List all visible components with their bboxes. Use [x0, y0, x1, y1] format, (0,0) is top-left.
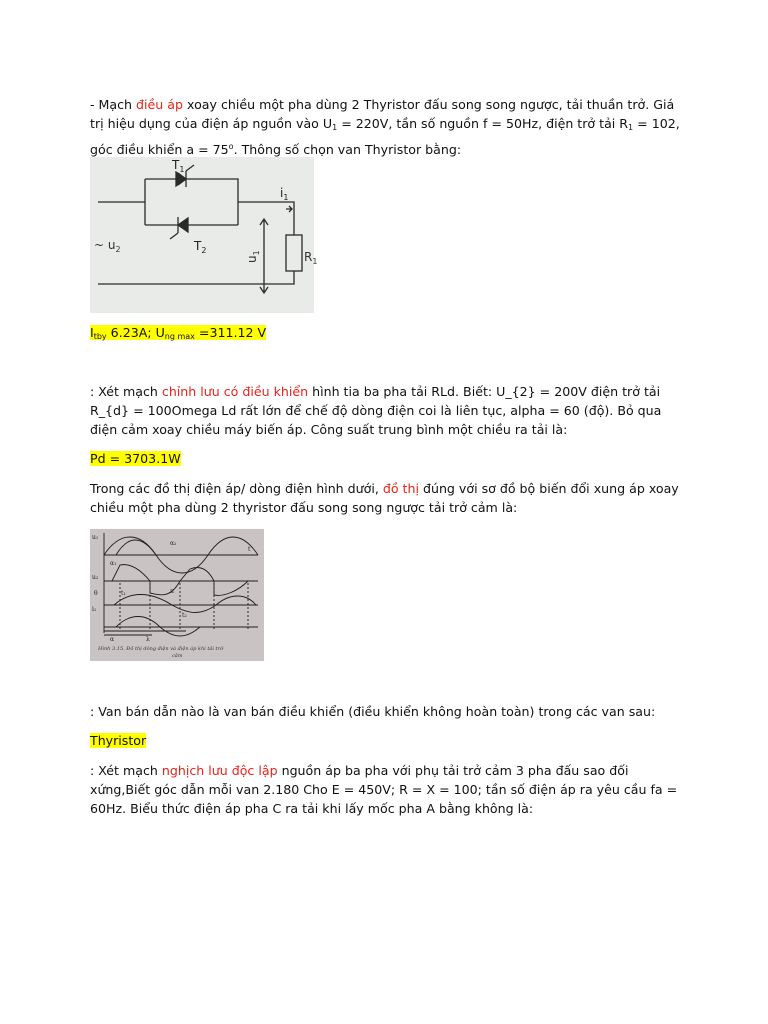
thyristor-circuit-drawing	[90, 157, 318, 313]
label-t2: $T_2$	[194, 239, 207, 255]
label-u1: $u_1$	[245, 250, 261, 263]
question-1	[90, 95, 690, 159]
a1-u-sub: ng max	[164, 332, 195, 341]
q2-prefix: : Xét mạch	[90, 384, 162, 399]
q5-prefix: : Xét mạch	[90, 763, 162, 778]
waveform-figure-image	[90, 529, 264, 661]
wave-label-t1: t₁	[121, 590, 126, 597]
wave-label-theta: θ	[94, 590, 98, 597]
figure-caption-line1: Hình 3.15. Đồ thị dòng điện và điện áp khi tải trở	[98, 646, 223, 652]
q1-text-c: = 102, góc điều khiển a = 75	[90, 116, 680, 157]
wave-label-u2: u₂	[92, 574, 99, 581]
label-i1: $i_1$	[280, 186, 289, 202]
answer-4-highlight: Thyristor	[90, 733, 147, 748]
q2-text: hình tia ba pha tải RLd. Biết: U_{2} = 200V điện trở tải R_{d} = 100Omega Ld rất lớn để chế độ dòng điện coi là liên tục, alpha = 60 (độ). Bỏ qua điện cảm xoay chiều máy biến áp. Công suất trung bình một chiều ra tải là:	[90, 384, 662, 437]
q1-sub-a: 1	[332, 123, 338, 132]
q5-keyword: nghịch lưu độc lập	[161, 763, 278, 778]
q1-prefix: - Mạch	[90, 97, 137, 112]
q1-text-d: . Thông số chọn van Thyristor bằng:	[233, 142, 462, 157]
circuit-diagram-image	[90, 157, 318, 313]
wave-label-pi: π	[170, 588, 174, 595]
label-r1: $R_1$	[304, 250, 318, 266]
q3-keyword: đồ thị	[382, 481, 419, 496]
question-3	[90, 479, 690, 517]
q1-text-a: xoay chiều một pha dùng 2 Thyristor đấu song song ngược, tải thuần trở. Giá trị hiệu dụng của điện áp nguồn vào U	[90, 97, 675, 131]
q3-prefix: Trong các đồ thị điện áp/ dòng điện hình dưới,	[90, 481, 383, 496]
wave-label-t2: t₂	[182, 612, 187, 619]
answer-1-highlight	[90, 325, 266, 340]
q1-keyword: điều áp	[136, 97, 183, 112]
a1-i: I	[90, 325, 94, 340]
answer-4	[90, 731, 690, 750]
wave-label-alpha1: α₁	[110, 560, 117, 567]
answer-1	[90, 323, 690, 346]
wave-label-alpha2: α₂	[170, 540, 177, 547]
wave-label-i1: i₁	[92, 606, 97, 613]
q2-keyword: chỉnh lưu có điều khiển	[161, 384, 309, 399]
q1-text-b: = 220V, tần số nguồn f = 50Hz, điện trở tải R	[337, 116, 629, 131]
a1-text-b: =311.12 V	[194, 325, 267, 340]
wave-label-u1: u₁	[92, 534, 99, 541]
label-u2: ~ $u_2$	[94, 238, 121, 254]
waveform-drawing	[90, 529, 264, 661]
q3-text: đúng với sơ đồ bộ biến đổi xung áp xoay chiều một pha dùng 2 thyristor đấu song song ngược tải trở cảm là:	[90, 481, 679, 515]
answer-2-highlight: Pd = 3703.1W	[90, 451, 181, 466]
q5-text: nguồn áp ba pha với phụ tải trở cảm 3 pha đấu sao đối xứng,Biết góc dẫn mỗi van 2.180 Cho E = 450V; R = X = 100; tần số điện áp ra yêu cầu fa = 60Hz. Biểu thức điện áp pha C ra tải khi lấy mốc pha A bằng không là:	[90, 763, 678, 816]
label-t1: $T_1$	[172, 158, 185, 174]
a1-text-a: 6.23A; U	[106, 325, 165, 340]
question-2	[90, 382, 690, 439]
answer-2	[90, 449, 690, 468]
question-4: : Van bán dẫn nào là van bán điều khiển (điều khiển không hoàn toàn) trong các van sau:	[90, 704, 656, 719]
question-5	[90, 761, 690, 818]
wave-label-t: t	[248, 546, 251, 553]
wave-label-alpha: α	[110, 636, 115, 643]
q1-sub-b: 1	[628, 123, 634, 132]
a1-i-sub: tby	[93, 332, 107, 341]
wave-label-lambda: λ	[146, 636, 150, 643]
q1-sup-c: o	[228, 142, 234, 151]
figure-caption-line2: cảm	[172, 653, 183, 659]
